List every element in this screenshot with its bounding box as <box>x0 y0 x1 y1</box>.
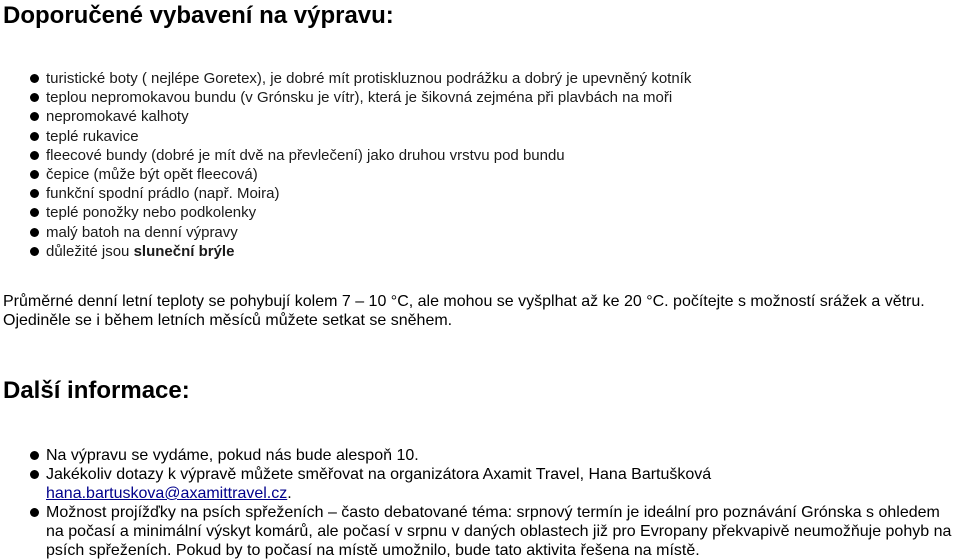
list-item: fleecové bundy (dobré je mít dvě na převlečení) jako druhou vrstvu pod bundu <box>30 146 691 165</box>
list-item: Možnost projížďky na psích spřeženích – často debatované téma: srpnový termín je ideální pro poznávání Grónska s ohledem na počasí a minimální výskyt komárů, ale počasí v srpnu v daných oblastech již pro Evropany překvapivě neumožňuje pohyb na psích spřeženích. Pokud by to počasí na místě umožnilo, bude tato aktivita řešena na místě. <box>30 503 955 560</box>
email-link[interactable]: hana.bartuskova@axamittravel.cz <box>46 485 288 502</box>
sunglasses-emphasis: sluneční brýle <box>133 242 235 260</box>
equipment-heading: Doporučené vybavení na výpravu: <box>3 2 394 29</box>
list-item-sunglasses <box>30 242 691 261</box>
info-list <box>30 446 955 560</box>
list-item: nepromokavé kalhoty <box>30 107 691 126</box>
list-item-contact <box>30 465 955 503</box>
list-item: čepice (může být opět fleecová) <box>30 165 691 184</box>
contact-text: Jakékoliv dotazy k výpravě můžete směřovat na organizátora Axamit Travel, Hana Bartušková <box>46 466 712 483</box>
list-item: teplou nepromokavou bundu (v Grónsku je vítr), která je šikovná zejména při plavbách na moři <box>30 88 691 107</box>
list-item: funkční spodní prádlo (např. Moira) <box>30 184 691 203</box>
list-item: malý batoh na denní výpravy <box>30 223 691 242</box>
more-info-heading: Další informace: <box>3 377 190 404</box>
list-item: teplé ponožky nebo podkolenky <box>30 203 691 222</box>
temperature-paragraph: Průměrné denní letní teploty se pohybují kolem 7 – 10 °C, ale mohou se vyšplhat až ke 20 °C. počítejte s možností srážek a větru. Ojediněle se i během letních měsíců můžete setkat se sněhem. <box>3 293 925 329</box>
list-item: teplé rukavice <box>30 127 691 146</box>
equipment-list <box>30 69 691 261</box>
contact-end: . <box>287 485 292 502</box>
list-item: turistické boty ( nejlépe Goretex), je dobré mít protiskluznou podrážku a dobrý je upevněný kotník <box>30 69 691 88</box>
list-item: Na výpravu se vydáme, pokud nás bude alespoň 10. <box>30 446 955 465</box>
list-item-text: důležité jsou <box>46 242 134 260</box>
